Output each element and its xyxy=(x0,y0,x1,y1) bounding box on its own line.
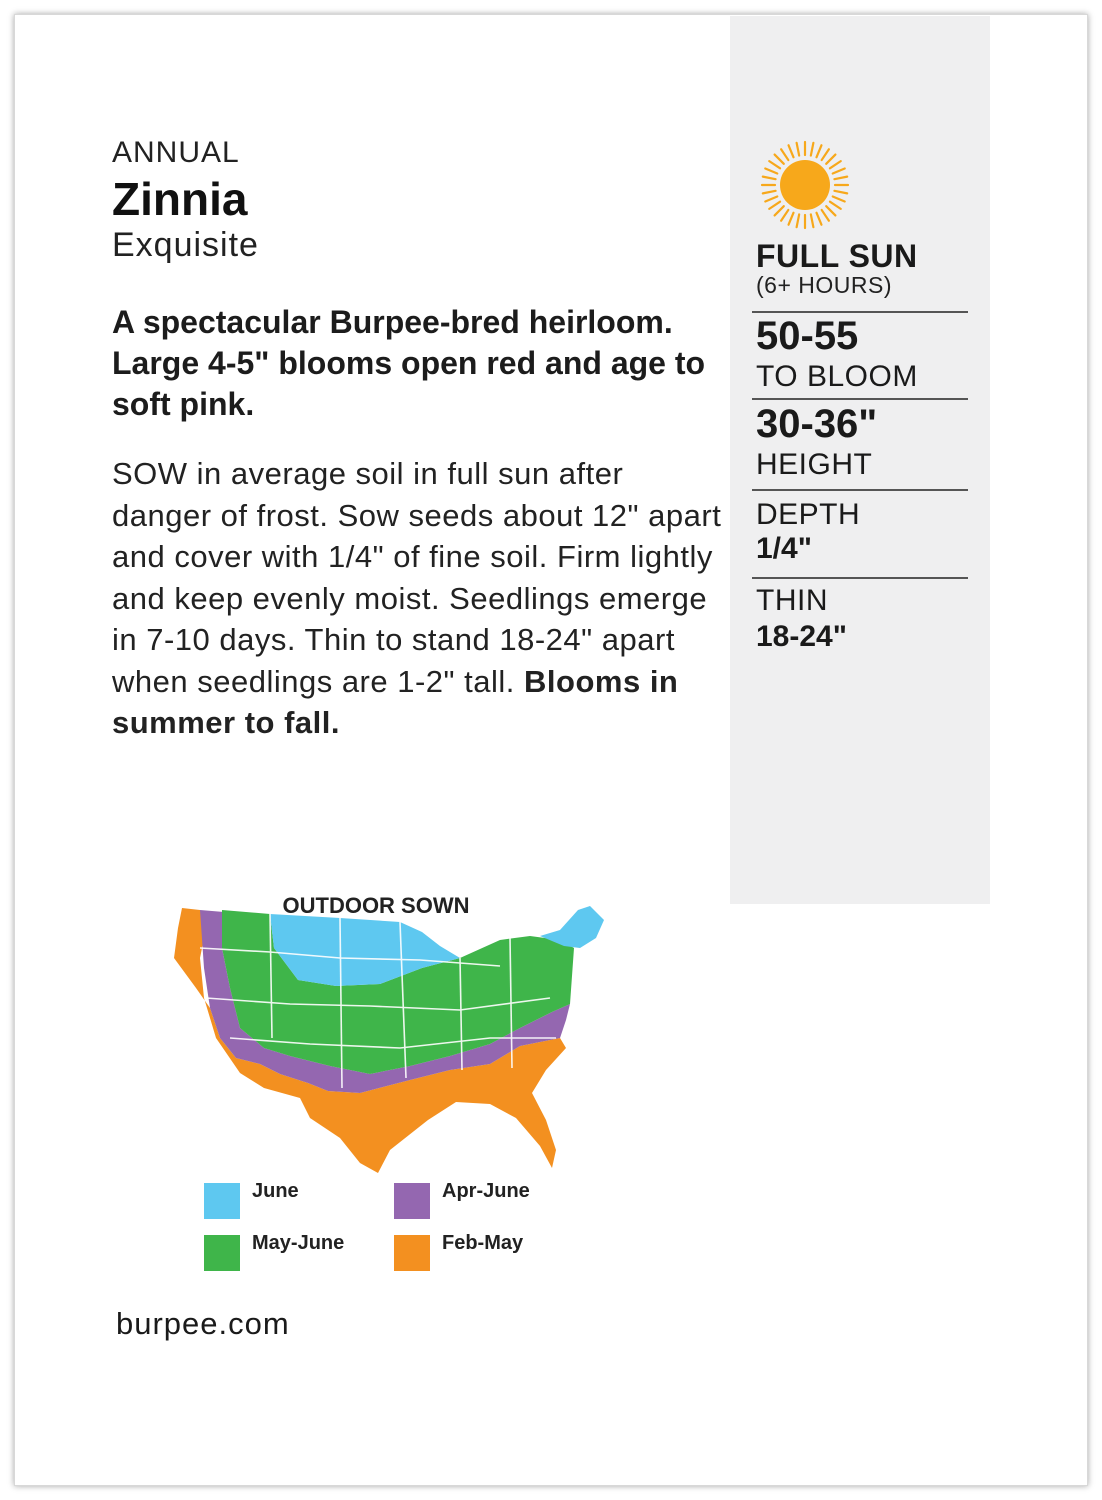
sun-hours: (6+ HOURS) xyxy=(756,272,892,298)
sun-ray xyxy=(775,155,784,164)
thin-label: THIN xyxy=(756,584,828,617)
sun-ray xyxy=(789,213,794,225)
legend-label-june: June xyxy=(252,1180,299,1202)
sun-ray xyxy=(765,196,777,201)
map-title: OUTDOOR SOWN xyxy=(282,893,470,918)
sun-ray xyxy=(834,177,847,180)
days-to-bloom-label: TO BLOOM xyxy=(756,360,918,393)
divider xyxy=(752,577,968,579)
sun-ray xyxy=(834,191,847,194)
sun-ray xyxy=(763,177,776,180)
divider xyxy=(752,311,968,313)
description-lead: A spectacular Burpee-bred heirloom. Large 4-5" blooms open red and age to soft pink. xyxy=(112,304,706,422)
sun-ray xyxy=(769,161,780,168)
days-to-bloom-value: 50-55 xyxy=(756,314,859,358)
sun-ray xyxy=(830,202,841,209)
sun-icon xyxy=(756,140,854,230)
sun-ray xyxy=(811,214,814,227)
sowing-text: SOW in average soil in full sun after danger of frost. Sow seeds about 12" apart and cover with 1/4" of fine soil. Firm lightly and keep evenly moist. Seedlings emerge in 7-10 days. Thin to stand 18-24" apart when seedlings are 1-2" tall. xyxy=(112,456,722,699)
sun-ray xyxy=(830,161,841,168)
thin-value: 18-24" xyxy=(756,620,847,653)
sun-ray xyxy=(789,145,794,157)
sun-ray xyxy=(763,191,776,194)
plant-type: ANNUAL xyxy=(112,136,240,169)
sun-ray xyxy=(833,169,845,174)
bloom-season: Blooms in summer to fall. xyxy=(112,663,679,740)
description xyxy=(112,302,727,744)
divider xyxy=(752,489,968,491)
sowing-zone-map xyxy=(160,888,610,1178)
legend-swatch-june xyxy=(204,1183,240,1219)
height-value: 30-36" xyxy=(756,402,878,446)
plant-variety: Exquisite xyxy=(112,226,259,264)
legend-label-feb-may: Feb-May xyxy=(442,1232,524,1254)
sun-ray xyxy=(781,210,788,221)
legend-swatch-may-june xyxy=(204,1235,240,1271)
sun-ray xyxy=(833,196,845,201)
plant-name: Zinnia xyxy=(112,173,248,225)
sun-ray xyxy=(816,213,821,225)
legend-label-may-june: May-June xyxy=(252,1232,345,1254)
sun-ray xyxy=(781,149,788,160)
sun-ray xyxy=(822,149,829,160)
sun-ray xyxy=(811,143,814,156)
sun-ray xyxy=(769,202,780,209)
sowing-instructions xyxy=(112,453,727,744)
sun-ray xyxy=(797,143,800,156)
sun-ray xyxy=(822,210,829,221)
sun-ray xyxy=(826,206,835,215)
sun-ray xyxy=(826,155,835,164)
sun-ray xyxy=(765,169,777,174)
divider xyxy=(752,398,968,400)
depth-label: DEPTH xyxy=(756,498,861,531)
sun-ray xyxy=(797,214,800,227)
legend-swatch-apr-june xyxy=(394,1183,430,1219)
legend-swatch-feb-may xyxy=(394,1235,430,1271)
sun-ray xyxy=(816,145,821,157)
legend-label-apr-june: Apr-June xyxy=(442,1180,530,1202)
sun-ray xyxy=(775,206,784,215)
depth-value: 1/4" xyxy=(756,532,812,565)
height-label: HEIGHT xyxy=(756,448,873,481)
website-url: burpee.com xyxy=(116,1306,290,1341)
sun-requirement: FULL SUN xyxy=(756,238,918,274)
